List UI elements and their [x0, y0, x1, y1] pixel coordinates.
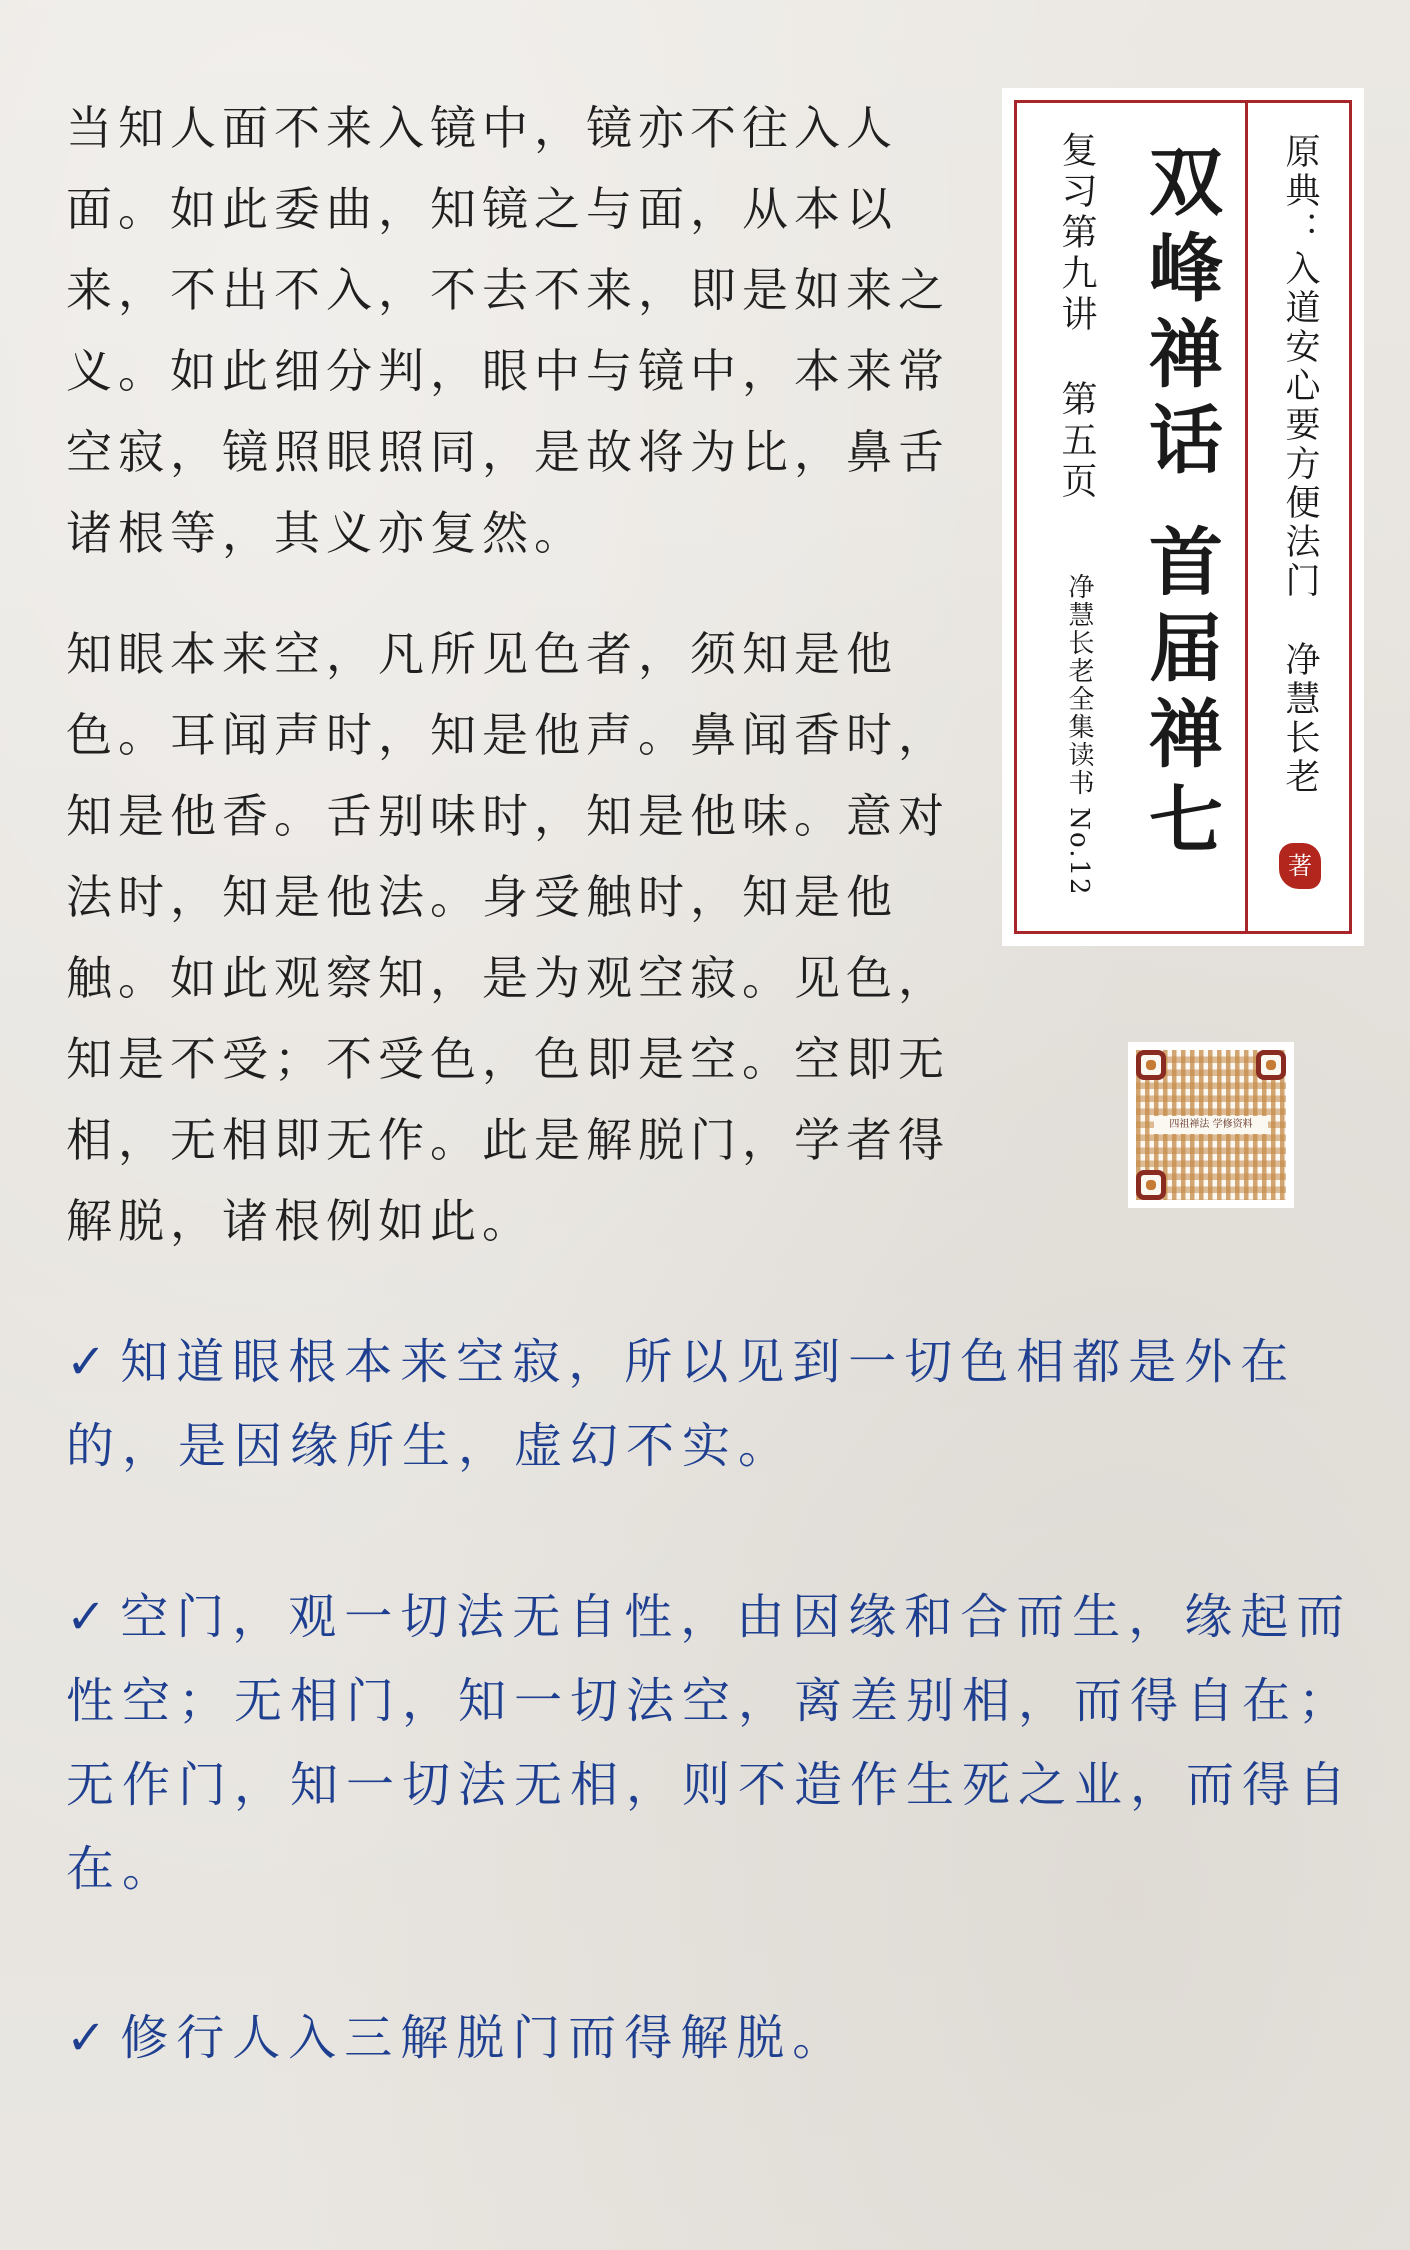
body-paragraph-2: 知眼本来空，凡所见色者，须知是他色。耳闻声时，知是他声。鼻闻香时，知是他香。舌别味时，知是他味。意对法时，知是他法。身受触时，知是他触。如此观察知，是为观空寂。见色，知是不受；不受色，色即是空。空即无相，无相即无作。此是解脱门，学者得解脱，诸根例如此。 — [66, 627, 950, 1248]
qr-label: 四祖禅法 学修资料 — [1154, 1116, 1268, 1134]
note-1-text: 知道眼根本来空寂，所以见到一切色相都是外在的，是因缘所生，虚幻不实。 — [66, 1334, 1297, 1474]
check-icon: ✓ — [66, 1334, 115, 1390]
note-3-text: 修行人入三解脱门而得解脱。 — [120, 2010, 849, 2066]
book-title-sub: 首届禅七 — [1137, 523, 1223, 867]
check-icon: ✓ — [66, 1589, 115, 1645]
note-1 — [66, 1320, 1386, 1488]
source-label: 原典：入道安心要方便法门 — [1280, 133, 1320, 601]
title-card-frame — [1014, 100, 1352, 934]
author-name: 净慧长老 — [1280, 641, 1320, 797]
note-2-text: 空门，观一切法无自性，由因缘和合而生，缘起而性空；无相门，知一切法空，离差别相，而得自在；无作门，知一切法无相，则不造作生死之业，而得自在。 — [66, 1589, 1355, 1897]
qr-code-pattern — [1136, 1050, 1286, 1200]
qr-code[interactable] — [1128, 1042, 1294, 1208]
reader-number: No.12 — [1064, 807, 1094, 897]
title-divider — [1245, 103, 1248, 931]
book-title-main: 双峰禅话 — [1137, 143, 1223, 487]
reader-column — [1061, 573, 1102, 897]
qr-finder-icon — [1136, 1050, 1166, 1080]
qr-finder-icon — [1256, 1050, 1286, 1080]
check-icon: ✓ — [66, 2010, 115, 2066]
series-lecture: 复习第九讲 — [1056, 131, 1097, 336]
body-paragraph-1: 当知人面不来入镜中，镜亦不往入人面。如此委曲，知镜之与面，从本以来，不出不入，不去不来，即是如来之义。如此细分判，眼中与镜中，本来常空寂，镜照眼照同，是故将为比，鼻舌诸根等，其义亦复然。 — [66, 101, 950, 560]
book-title — [1127, 143, 1233, 867]
note-2 — [66, 1575, 1386, 1911]
reader-label: 净慧长老全集读书 — [1064, 573, 1094, 797]
qr-finder-icon — [1136, 1170, 1166, 1200]
red-seal-stamp: 著 — [1279, 843, 1321, 889]
note-3 — [66, 1996, 1386, 2080]
series-column — [1051, 131, 1102, 503]
source-column — [1275, 133, 1325, 797]
title-card — [1002, 88, 1364, 946]
series-page: 第五页 — [1056, 380, 1097, 503]
